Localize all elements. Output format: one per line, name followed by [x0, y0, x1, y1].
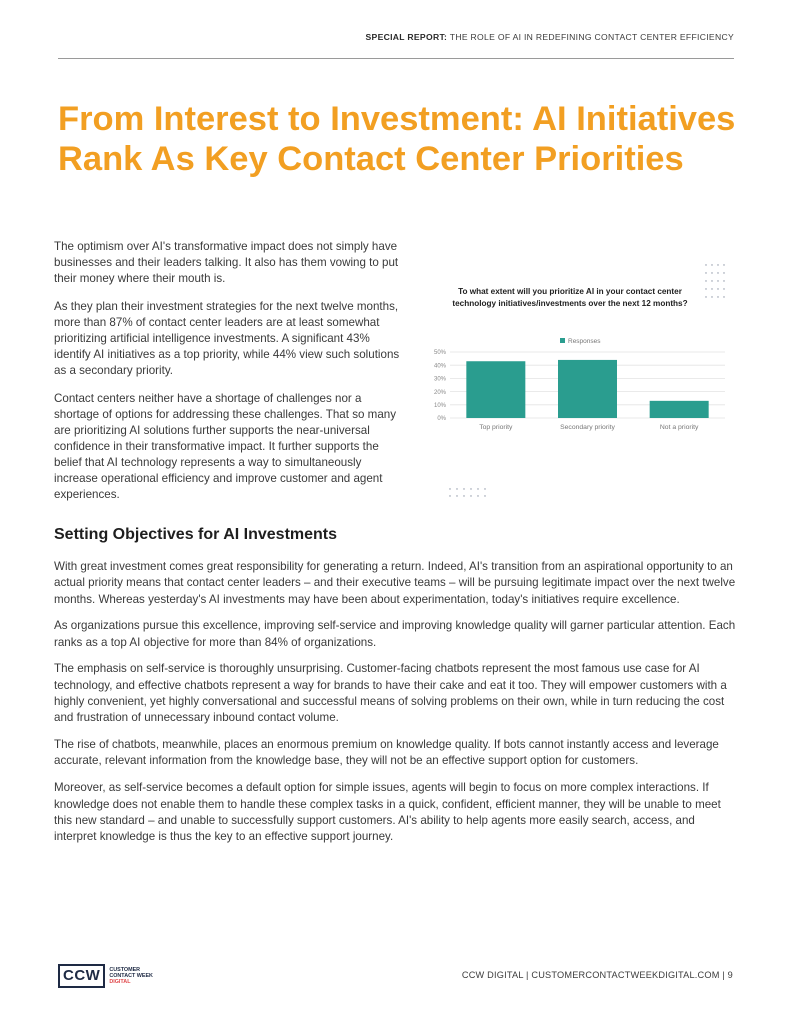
logo-wordmark: [109, 967, 153, 986]
intro-section: [54, 239, 404, 515]
intro-paragraph: Contact centers neither have a shortage of challenges nor a shortage of options for addressing these challenges. That so many are prioritizing AI solutions further supports the near-universal confidence in their transformative impact. It further supports the belief that AI technology represents a way to simultaneously increase operational efficiency and improve customer and agent experiences.: [54, 392, 397, 501]
y-tick-label: 50%: [433, 350, 446, 357]
dot: [463, 495, 464, 496]
dot: [723, 280, 724, 281]
dot: [484, 495, 485, 496]
legend-label: Responses: [568, 338, 601, 345]
bar: [650, 401, 709, 418]
header-divider: [58, 58, 734, 59]
intro-paragraph: The optimism over AI's transformative impact does not simply have businesses and their leaders talking. It also has them vowing to put their money where their mouth is.: [54, 240, 399, 285]
dot: [717, 296, 718, 297]
section-heading: Setting Objectives for AI Investments: [54, 526, 338, 543]
bar: [558, 360, 617, 418]
dot: [705, 272, 706, 273]
dot: [456, 495, 457, 496]
body-paragraph: As organizations pursue this excellence, improving self-service and improving knowledge quality will garner particular attention. Each ranks as a top AI objective for more than 84% of organizations.: [54, 619, 736, 649]
y-tick-label: 40%: [433, 363, 446, 370]
page-title: From Interest to Investment: AI Initiatives Rank As Key Contact Center Priorities: [58, 100, 736, 178]
dot: [717, 280, 718, 281]
logo-mark: CCW: [58, 964, 105, 988]
dot: [711, 296, 712, 297]
dot: [723, 272, 724, 273]
dot: [449, 488, 450, 489]
report-header: [58, 32, 734, 42]
x-axis: [479, 424, 699, 431]
dot: [705, 280, 706, 281]
decorative-dots: [705, 264, 724, 297]
dot: [463, 488, 464, 489]
dot: [711, 272, 712, 273]
report-subtitle: THE ROLE OF AI IN REDEFINING CONTACT CENTER EFFICIENCY: [449, 32, 734, 42]
logo-line: CUSTOMER: [109, 966, 141, 973]
report-label: SPECIAL REPORT:: [365, 32, 448, 42]
bar: [466, 361, 525, 418]
dot: [470, 495, 471, 496]
dot: [456, 488, 457, 489]
dot: [717, 272, 718, 273]
dot: [723, 296, 724, 297]
x-tick-label: Top priority: [479, 424, 513, 431]
body-section: [54, 559, 738, 856]
priority-chart-svg: [420, 255, 736, 505]
dot: [477, 488, 478, 489]
dot: [705, 296, 706, 297]
dot: [723, 288, 724, 289]
footer-text: CCW DIGITAL | CUSTOMERCONTACTWEEKDIGITAL.COM | 9: [461, 970, 733, 980]
body-paragraph: The rise of chatbots, meanwhile, places an enormous premium on knowledge quality. If bots cannot instantly access and leverage accurate, relevant information from the knowledge base, they will not be an effective support option for customers.: [54, 738, 719, 768]
chart-title: technology initiatives/investments over the next 12 months?: [452, 299, 688, 308]
x-tick-label: Not a priority: [659, 424, 699, 431]
dot: [717, 264, 718, 265]
dot: [717, 288, 718, 289]
chart-title: To what extent will you prioritize AI in your contact center: [458, 287, 682, 296]
body-paragraph: Moreover, as self-service becomes a default option for simple issues, agents will begin to focus on more complex interactions. If knowledge does not enable them to handle these complex tasks in a quick, confident, efficient manner, they will be unable to meet this new standard – and unable to successfully support customers. AI's ability to help agents more easily search, access, and interpret knowledge is thus the key to an effective support journey.: [54, 781, 721, 844]
bar-series: [466, 360, 708, 418]
dot: [711, 264, 712, 265]
dot: [711, 280, 712, 281]
dot: [484, 488, 485, 489]
chart-legend: [560, 338, 601, 345]
dot: [723, 264, 724, 265]
x-tick-label: Secondary priority: [560, 424, 615, 431]
intro-paragraph: As they plan their investment strategies for the next twelve months, more than 87% of contact center leaders are at least somewhat prioritizing artificial intelligence investments. A significant 43% identify AI initiatives as a top priority, while 44% view such solutions as a secondary priority.: [54, 300, 400, 377]
body-paragraph: The emphasis on self-service is thoroughly unsurprising. Customer-facing chatbots represent the most famous use case for AI technology, and effective chatbots represent a way for brands to have their cake and eat it too. They will empower customers with a highly convenient, yet highly conversational and successful means of solving problems on their own, while in turn reducing the cost and frustration of unnecessary inbound contact volume.: [54, 662, 727, 725]
priority-chart: [420, 255, 736, 505]
dot: [449, 495, 450, 496]
dot: [705, 264, 706, 265]
y-tick-label: 10%: [433, 403, 446, 409]
y-axis: [434, 350, 447, 422]
dot: [470, 488, 471, 489]
ccw-logo: [58, 964, 153, 988]
y-tick-label: 30%: [433, 376, 446, 383]
y-tick-label: 0%: [437, 416, 446, 423]
logo-line: DIGITAL: [109, 979, 131, 986]
logo-line: CONTACT WEEK: [109, 972, 153, 979]
dot: [711, 288, 712, 289]
legend-swatch: [560, 338, 565, 343]
decorative-dots: [449, 488, 485, 496]
y-tick-label: 20%: [433, 389, 446, 396]
dot: [477, 495, 478, 496]
dot: [705, 288, 706, 289]
body-paragraph: With great investment comes great responsibility for generating a return. Indeed, AI's transition from an aspirational opportunity to an actual priority means that contact center leaders – and their executive teams – will be pursuing legitimate impact over the next twelve months. Whereas yesterday's AI investments may have been about experimentation, today's initiatives require excellence.: [54, 560, 736, 606]
